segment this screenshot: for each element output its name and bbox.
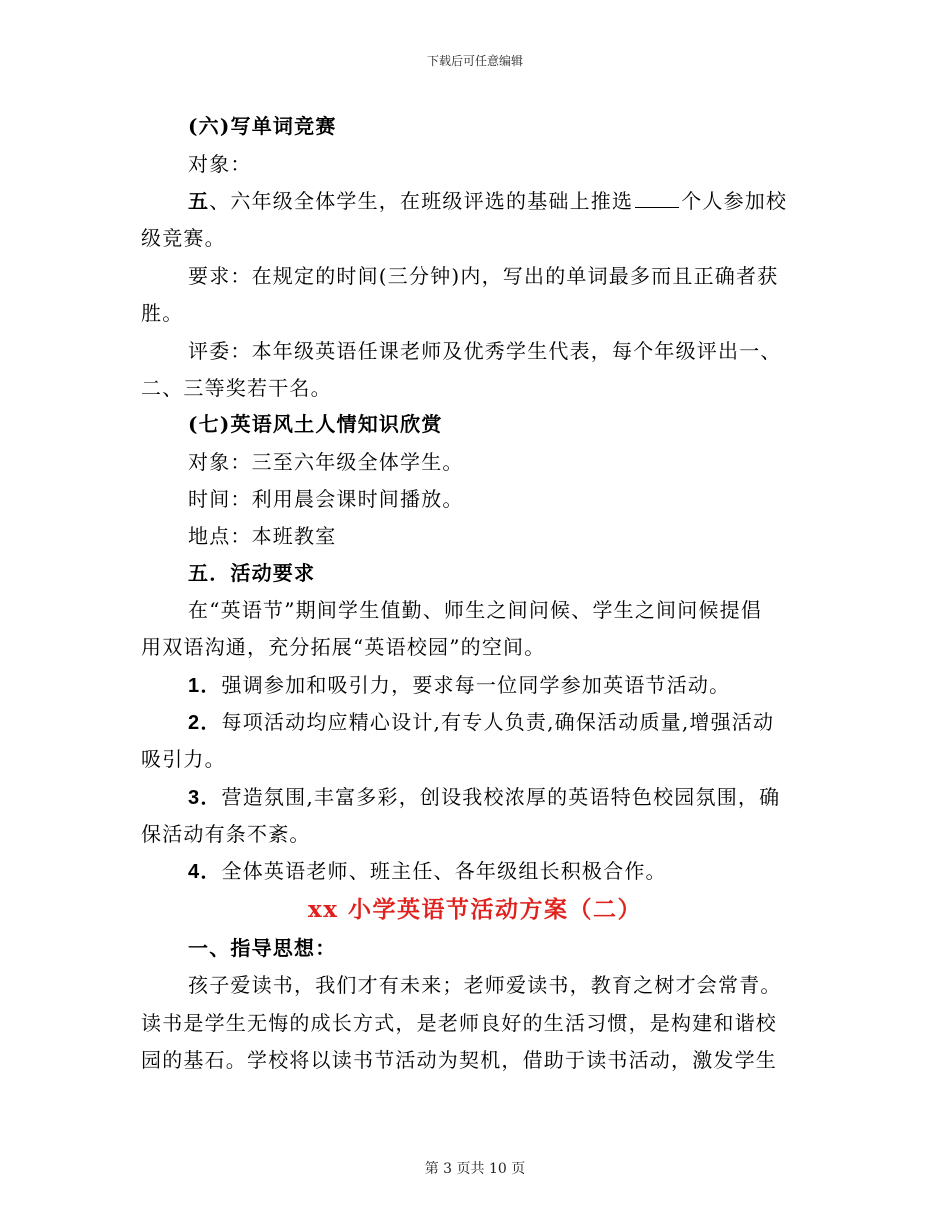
- section-heading-requirements: 五．活动要求: [188, 561, 316, 585]
- list-item: [188, 784, 780, 811]
- paragraph-line: 吸引力。: [141, 747, 226, 771]
- paragraph-line: 胜。: [141, 301, 184, 325]
- list-text: 强调参加和吸引力，要求每一位同学参加英语节活动。: [221, 673, 731, 697]
- paragraph-line: 用双语沟通，充分拓展“英语校园”的空间。: [141, 635, 546, 659]
- list-number: 2．: [188, 712, 222, 734]
- page-header: 下载后可任意编辑: [426, 54, 523, 68]
- section-heading-guiding: 一、指导思想：: [188, 936, 337, 960]
- document-title: xx 小学英语节活动方案（二）: [308, 896, 642, 923]
- list-text: 每项活动均应精心设计,有专人负责,确保活动质量,增强活动: [221, 710, 775, 734]
- text-span: 、六年级全体学生，在班级评选的基础上推选: [209, 189, 634, 213]
- paragraph-line: 对象：: [188, 152, 252, 176]
- page-footer: 第 3 页共 10 页: [424, 1161, 526, 1177]
- list-text: 营造氛围,丰富多彩，创设我校浓厚的英语特色校园氛围，确: [221, 785, 781, 809]
- text-span: 个人参加校: [681, 189, 788, 213]
- paragraph-line: 保活动有条不紊。: [141, 822, 311, 846]
- paragraph-line: 地点：本班教室: [188, 524, 337, 548]
- paragraph-line: 时间：利用晨会课时间播放。: [188, 487, 464, 511]
- section-heading-six: (六)写单词竞赛: [188, 114, 337, 138]
- list-item: [188, 672, 730, 699]
- paragraph-line: 要求：在规定的时间(三分钟)内，写出的单词最多而且正确者获: [188, 264, 779, 288]
- paragraph-line: 读书是学生无悔的成长方式，是老师良好的生活习惯，是构建和谐校: [141, 1011, 777, 1035]
- section-heading-seven: (七)英语风土人情知识欣赏: [188, 412, 443, 436]
- paragraph-line: 二、三等奖若干名。: [141, 376, 332, 400]
- fill-blank: [635, 189, 679, 208]
- paragraph-line: [188, 188, 787, 214]
- list-item: [188, 709, 774, 736]
- paragraph-line: 对象：三至六年级全体学生。: [188, 450, 464, 474]
- list-number: 4．: [188, 861, 222, 883]
- list-number: 3．: [188, 787, 222, 809]
- paragraph-line: 级竞赛。: [141, 226, 226, 250]
- bold-number: 五: [188, 189, 210, 213]
- list-number: 1．: [188, 675, 222, 697]
- list-item: [188, 858, 667, 885]
- list-text: 全体英语老师、班主任、各年级组长积极合作。: [221, 859, 667, 883]
- paragraph-line: 园的基石。学校将以读书节活动为契机，借助于读书活动，激发学生: [141, 1048, 777, 1072]
- paragraph-line: 在“英语节”期间学生值勤、师生之间问候、学生之间问候提倡: [188, 598, 763, 622]
- paragraph-line: 孩子爱读书，我们才有未来；老师爱读书，教育之树才会常青。: [188, 973, 782, 997]
- paragraph-line: 评委：本年级英语任课老师及优秀学生代表，每个年级评出一、: [188, 339, 782, 363]
